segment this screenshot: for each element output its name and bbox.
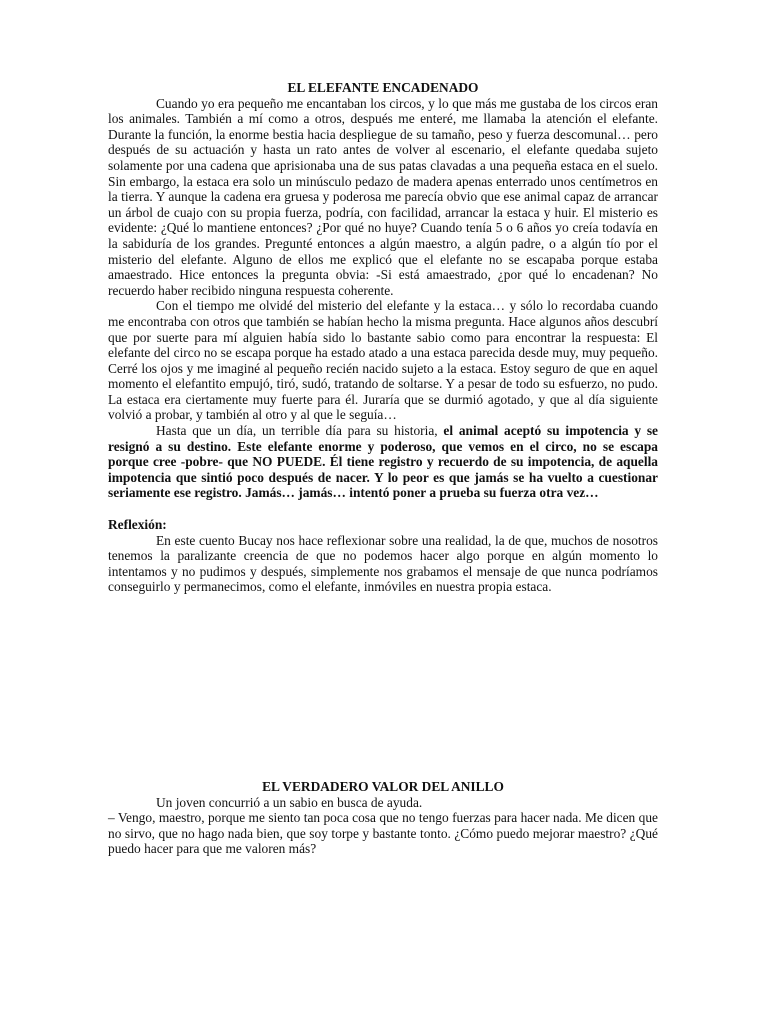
story-title-elefante: EL ELEFANTE ENCADENADO <box>287 80 479 95</box>
story2-paragraph-1: Un joven concurrió a un sabio en busca de ayuda. <box>156 794 423 810</box>
story2-paragraph-2: – Vengo, maestro, porque me siento tan poca cosa que no tengo fuerzas para hacer nada. Me dicen que no sirvo, que no hago nada bien, que soy torpe y bastante tonto. ¿Cómo puedo mejorar maestro? ¿Qué puedo hacer para que me valoren más? <box>108 810 658 857</box>
story1-paragraph-3-bold: el animal aceptó su impotencia y se resignó a su destino. Este elefante enorme y poderoso, que vemos en el circo, no se escapa porque cree -pobre- que NO PUEDE. Él tiene registro y recuerdo de su impotencia, de aquella impotencia que sintió poco después de nacer. Y lo peor es que jamás se ha vuelto a cuestionar seriamente ese registro. Jamás… jamás… intentó poner a prueba su fuerza otra vez… <box>108 423 658 501</box>
story1-paragraph-3-plain: Hasta que un día, un terrible día para su historia, <box>156 423 444 439</box>
story1-paragraph-1: Cuando yo era pequeño me encantaban los circos, y lo que más me gustaba de los circos eran los animales. También a mí como a otros, después me enteré, me llamaba la atención el elefante. Durante la función, la enorme bestia hacia despliegue de su tamaño, peso y fuerza descomunal… pero después de su actuación y hasta un rato antes de volver al escenario, el elefante quedaba sujeto solamente por una cadena que aprisionaba una de sus patas clavadas a una pequeña estaca en el suelo. Sin embargo, la estaca era solo un minúsculo pedazo de madera apenas enterrado unos centímetros en la tierra. Y aunque la cadena era gruesa y poderosa me parecía obvio que ese animal capaz de arrancar un árbol de cuajo con su propia fuerza, podría, con facilidad, arrancar la estaca y huir. El misterio es evidente: ¿Qué lo mantiene entonces? ¿Por qué no huye? Cuando tenía 5 o 6 años yo creía todavía en la sabiduría de los grandes. Pregunté entonces a algún maestro, a algún padre, o a algún tío por el misterio del elefante. Alguno de ellos me explicó que el elefante no se escapaba porque estaba amaestrado. Hice entonces la pregunta obvia: -Si está amaestrado, ¿por qué lo encadenan? No recuerdo haber recibido ninguna respuesta coherente. <box>108 95 658 298</box>
story1-paragraph-3 <box>108 423 658 501</box>
story-title-anillo: EL VERDADERO VALOR DEL ANILLO <box>262 779 504 794</box>
story1-paragraph-2: Con el tiempo me olvidé del misterio del elefante y la estaca… y sólo lo recordaba cuando me encontraba con otros que también se habían hecho la misma pregunta. Hace algunos años descubrí que por suerte para mí alguien había sido lo bastante sabio como para encontrar la respuesta: El elefante del circo no se escapa porque ha estado atado a una estaca parecida desde muy, muy pequeño. Cerré los ojos y me imaginé al pequeño recién nacido sujeto a la estaca. Estoy seguro de que en aquel momento el elefantito empujó, tiró, sudó, tratando de soltarse. Y a pesar de todo su esfuerzo, no pudo. La estaca era ciertamente muy fuerte para él. Juraría que se durmió agotado, y que al día siguiente volvió a probar, y también al otro y al que le seguía… <box>108 298 658 423</box>
reflection-paragraph: En este cuento Bucay nos hace reflexionar sobre una realidad, la de que, muchos de nosotros tenemos la paralizante creencia de que no podemos hacer algo porque en algún momento lo intentamos y no pudimos y después, simplemente nos grabamos el mensaje de que nunca podríamos conseguirlo y permanecimos, como el elefante, inmóviles en nuestra propia estaca. <box>108 532 658 595</box>
reflection-heading: Reflexión: <box>108 517 167 533</box>
